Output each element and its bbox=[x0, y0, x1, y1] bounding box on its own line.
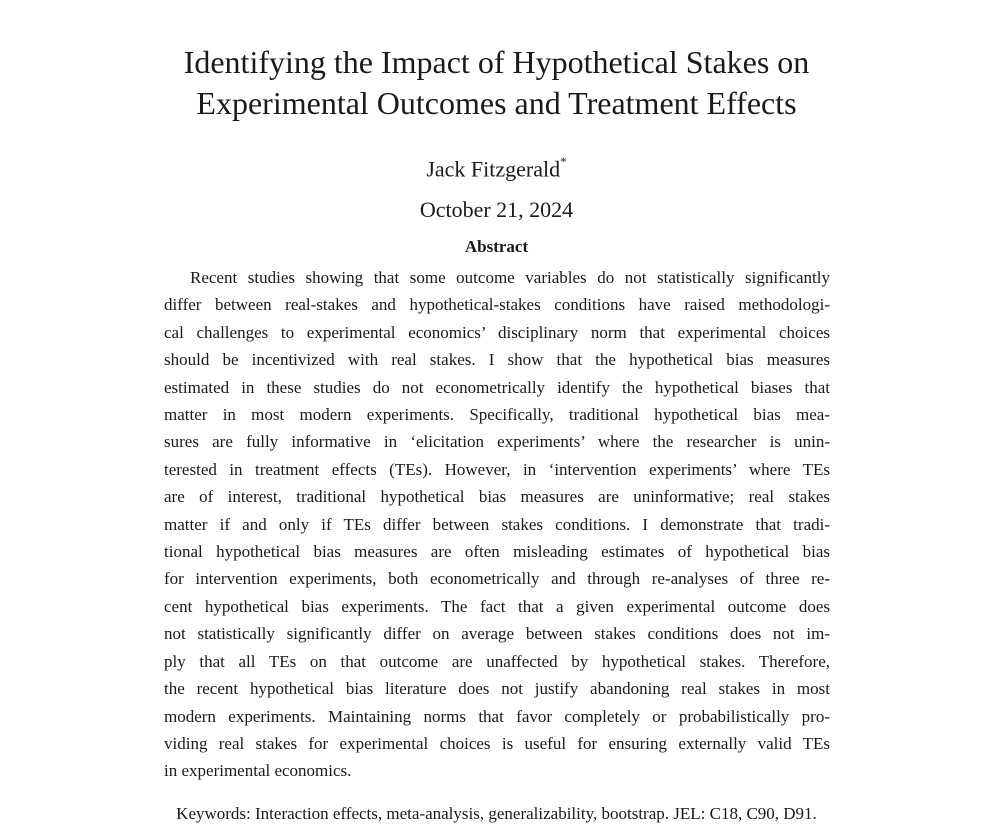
title-line-2: Experimental Outcomes and Treatment Effects bbox=[196, 85, 797, 121]
abstract-line: Recent studies showing that some outcome variables do not statistically significantly bbox=[190, 268, 830, 287]
paper-title bbox=[0, 42, 993, 124]
abstract-line: matter in most modern experiments. Specifically, traditional hypothetical bias mea- bbox=[164, 405, 830, 425]
abstract-line: cal challenges to experimental economics’ disciplinary norm that experimental choices bbox=[164, 322, 830, 342]
keywords-line: Keywords: Interaction effects, meta-analysis, generalizability, bootstrap. JEL: C18, C90, D91. bbox=[176, 804, 817, 823]
abstract-body bbox=[164, 264, 830, 785]
abstract-line: modern experiments. Maintaining norms that favor completely or probabilistically pro- bbox=[164, 706, 830, 726]
abstract-line: differ between real-stakes and hypothetical-stakes conditions have raised methodologi- bbox=[164, 295, 830, 315]
abstract-line: should be incentivized with real stakes. I show that the hypothetical bias measures bbox=[164, 350, 830, 370]
abstract-line: terested in treatment effects (TEs). However, in ‘intervention experiments’ where TEs bbox=[164, 459, 830, 479]
abstract-line: matter if and only if TEs differ between stakes conditions. I demonstrate that tradi- bbox=[164, 514, 830, 534]
author-name: Jack Fitzgerald bbox=[426, 156, 561, 182]
abstract-line: ply that all TEs on that outcome are unaffected by hypothetical stakes. Therefore, bbox=[164, 651, 830, 671]
author-footnote-mark: * bbox=[560, 154, 567, 169]
title-line-1: Identifying the Impact of Hypothetical Stakes on bbox=[183, 44, 810, 80]
abstract-line: cent hypothetical bias experiments. The fact that a given experimental outcome does bbox=[164, 596, 830, 616]
abstract-line: estimated in these studies do not econometrically identify the hypothetical biases that bbox=[164, 377, 830, 397]
abstract-line: sures are fully informative in ‘elicitation experiments’ where the researcher is unin- bbox=[164, 432, 830, 452]
abstract-line: for intervention experiments, both econometrically and through re-analyses of three re- bbox=[164, 569, 830, 589]
author bbox=[0, 150, 993, 183]
abstract-line: the recent hypothetical bias literature does not justify abandoning real stakes in most bbox=[164, 679, 830, 699]
abstract-line: in experimental economics. bbox=[164, 761, 352, 781]
abstract-line: not statistically significantly differ on average between stakes conditions does not im- bbox=[164, 624, 830, 644]
abstract-heading: Abstract bbox=[464, 237, 529, 256]
publication-date: October 21, 2024 bbox=[419, 197, 574, 222]
abstract-line: tional hypothetical bias measures are often misleading estimates of hypothetical bias bbox=[164, 542, 830, 562]
abstract-line: viding real stakes for experimental choices is useful for ensuring externally valid TEs bbox=[164, 733, 830, 753]
abstract-line: are of interest, traditional hypothetical bias measures are uninformative; real stakes bbox=[164, 487, 830, 507]
